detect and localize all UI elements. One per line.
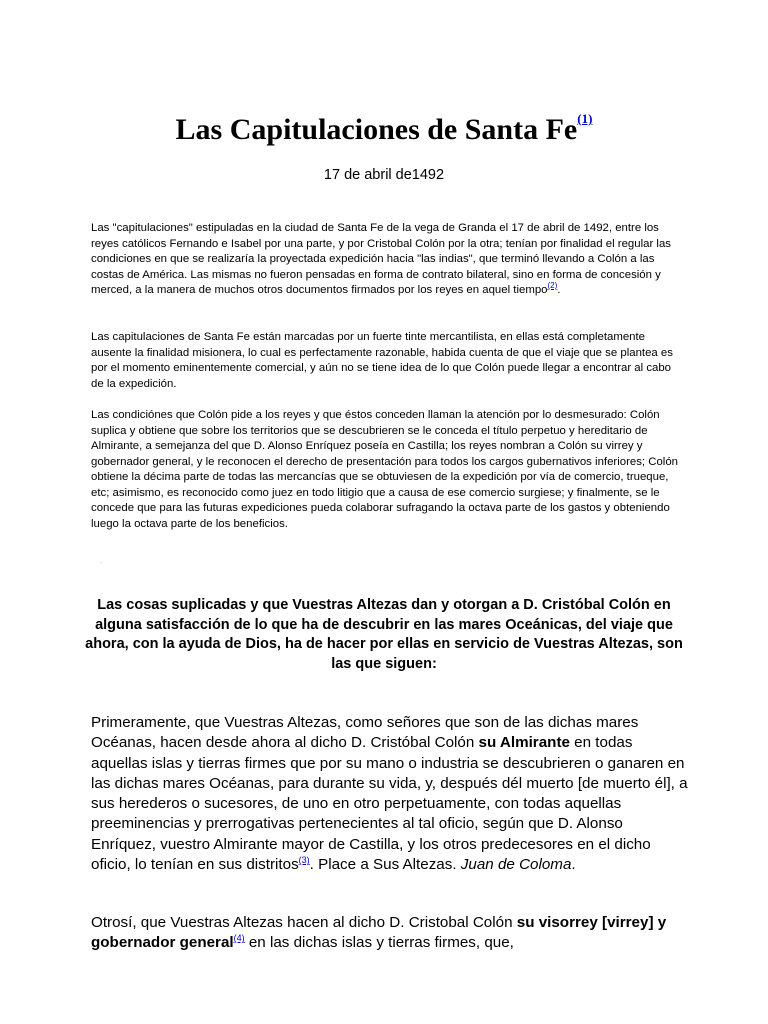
footnote-link-2[interactable]: (2) [547, 281, 558, 291]
clause-1-text-c: . Place a Sus Altezas. [309, 856, 461, 874]
clause-2-text-a: Otrosí, que Vuestras Altezas hacen al dicho D. Cristobal Colón [91, 914, 517, 931]
clause-1-bold: su Almirante [478, 734, 570, 752]
document-date: 17 de abril de1492 [323, 167, 445, 183]
clause-1-end: . [571, 856, 576, 874]
section-heading: Las cosas suplicadas y que Vuestras Altezas dan y otorgan a D. Cristóbal Colón en alguna satisfacción de lo que ha de descubrir en las mares Oceánicas, del viaje que ahora, con la ayuda de Dios, ha de hacer por ellas en servicio de Vuestras Altezas, son las que siguen: [85, 597, 683, 672]
clause-2-bold: su visorrey [virrey] y gobernador general [91, 914, 667, 952]
clause-1-signature: Juan de Coloma [460, 856, 572, 874]
footnote-link-3[interactable]: (3) [298, 855, 310, 866]
clause-1-text-b: en todas aquellas islas y tierras firmes que por su mano o industria se descubrieren o ganaren en las dichas mares Océanas, para durante su vida, y, después dél muerto [de muerto él], a sus herederos o sucesores, de uno en otro perpetuamente, con todas aquellas preeminencias y prerrogativas pertenecientes al tal oficio, según que D. Alonso Enríquez, vuestro Almirante mayor de Castilla, y los otros predecesores en el dicho oficio, lo tenían en sus distritos [91, 734, 688, 874]
intro-paragraph-2: Las capitulaciones de Santa Fe están marcadas por un fuerte tinte mercantilista, en ellas está completamente ausente la finalidad misionera, lo cual es perfectamente razonable, habida cuenta de que el viaje que se plantea es por el momento eminentemente comercial, y aún no se tiene idea de lo que Colón puede llegar a encontrar al cabo de la expedición. [91, 331, 673, 390]
intro-paragraph-1-end: . [557, 284, 561, 296]
footnote-link-1[interactable]: (1) [577, 111, 593, 126]
intro-paragraph-1-text: Las "capitulaciones" estipuladas en la ciudad de Santa Fe de la vega de Granda el 17 de abril de 1492, entre los reyes católicos Fernando e Isabel por una parte, y por Cristobal Colón por la otra; tenían por finalidad el regular las condiciones en que se realizaría la proyectada expedición hacia "las indias", que terminó llevando a Colón a las costas de América. Las mismas no fueron pensadas en forma de contrato bilateral, sino en forma de concesión y merced, a la manera de muchos otros documentos firmados por los reyes en aquel tiempo [91, 222, 671, 296]
clause-paragraph-1 [91, 713, 691, 875]
separator-dot: . [100, 556, 103, 565]
clause-2-text-b: en las dichas islas y tierras firmes, que, [244, 934, 514, 952]
title-text: Las Capitulaciones de Santa Fe [175, 113, 578, 146]
clause-paragraph-2 [91, 913, 691, 954]
intro-paragraph-3: Las condiciónes que Colón pide a los reyes y que éstos conceden llaman la atención por lo desmesurado: Colón suplica y obtiene que sobre los territorios que se descubrieren se le conceda el título perpetuo y hereditario de Almirante, a semejanza del que D. Alonso Enríquez poseía en Castilla; los reyes nombran a Colón su virrey y gobernador general, y le reconocen el derecho de presentación para todos los cargos gubernativos inferiores; Colón obtiene la décima parte de todas las mercancías que se obtuviesen de la expedición por vía de comercio, trueque, etc; asimismo, es reconocido como juez en todo litigio que a causa de ese comercio surgiese; y finalmente, se le concede que para las futuras expediciones pueda colaborar sufragando la octava parte de los gastos y obteniendo luego la octava parte de los beneficios. [91, 409, 678, 530]
page-title [0, 110, 768, 150]
intro-paragraph-1 [91, 221, 683, 299]
clause-1-text-a: Primeramente, que Vuestras Altezas, como señores que son de las dichas mares Océanas, hacen desde ahora al dicho D. Cristóbal Colón [91, 714, 639, 752]
footnote-link-4[interactable]: (4) [233, 933, 245, 944]
